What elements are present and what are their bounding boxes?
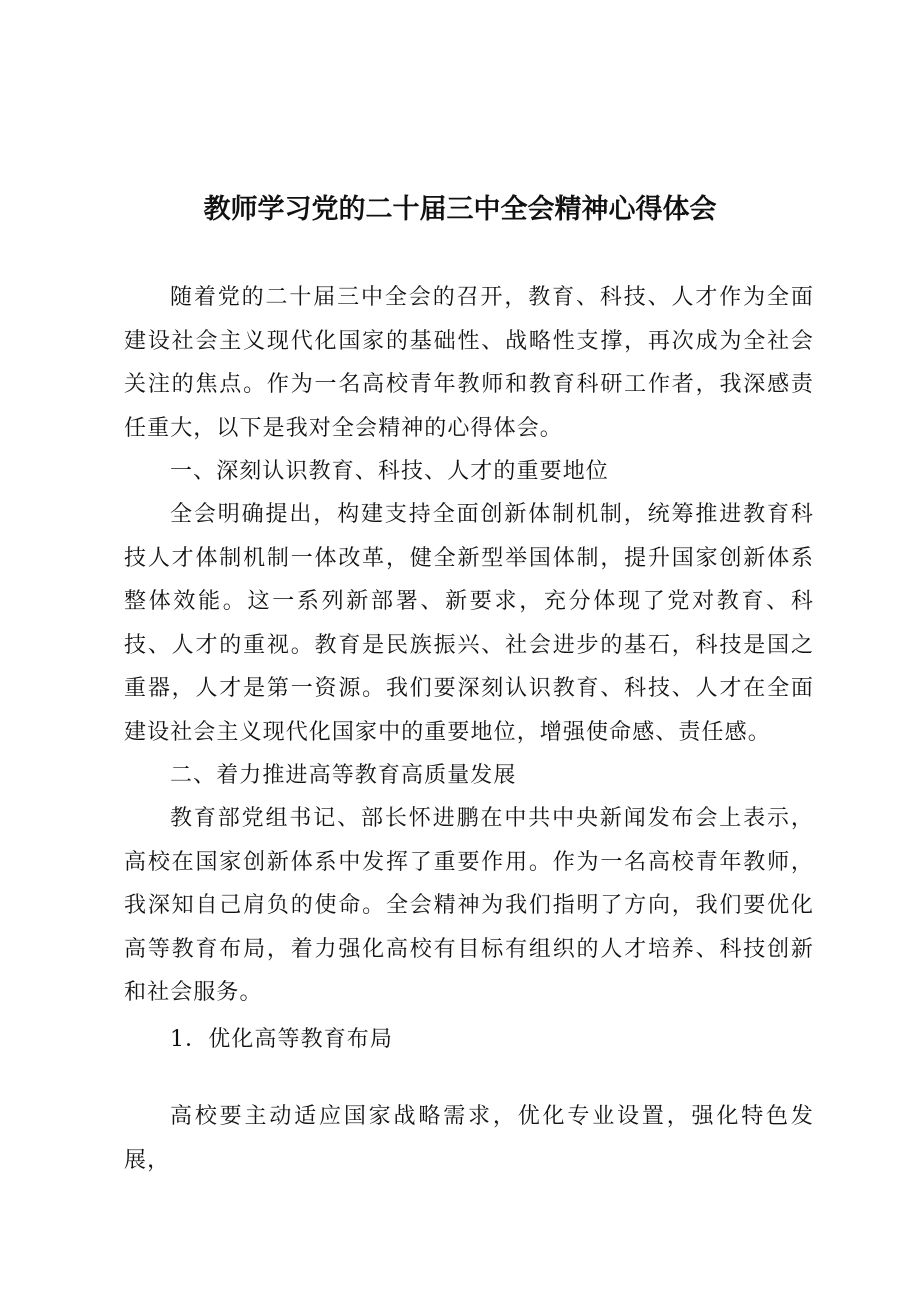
section-2-heading: 二、着力推进高等教育高质量发展 [170, 763, 517, 788]
subsection-1-heading: 1．优化高等教育布局 [170, 1027, 393, 1052]
section-1-heading: 一、深刻认识教育、科技、人才的重要地位 [170, 459, 609, 484]
subsection-1-paragraph: 高校要主动适应国家战略需求，优化专业设置，强化特色发展， [124, 1104, 814, 1173]
section-2-paragraph: 教育部党组书记、部长怀进鹏在中共中央新闻发布会上表示，高校在国家创新体系中发挥了重要作用。作为一名高校青年教师，我深知自己肩负的使命。全会精神为我们指明了方向，我们要优化高等教育布局，着力强化高校有目标有组织的人才培养、科技创新和社会服务。 [124, 806, 814, 1005]
document-title: 教师学习党的二十届三中全会精神心得体会 [203, 194, 717, 225]
section-1-paragraph: 全会明确提出，构建支持全面创新体制机制，统筹推进教育科技人才体制机制一体改革，健全新型举国体制，提升国家创新体系整体效能。这一系列新部署、新要求，充分体现了党对教育、科技、人才的重视。教育是民族振兴、社会进步的基石，科技是国之重器，人才是第一资源。我们要深刻认识教育、科技、人才在全面建设社会主义现代化国家中的重要地位，增强使命感、责任感。 [124, 502, 814, 745]
intro-paragraph: 随着党的二十届三中全会的召开，教育、科技、人才作为全面建设社会主义现代化国家的基础性、战略性支撑，再次成为全社会关注的焦点。作为一名高校青年教师和教育科研工作者，我深感责任重大，以下是我对全会精神的心得体会。 [124, 285, 814, 441]
